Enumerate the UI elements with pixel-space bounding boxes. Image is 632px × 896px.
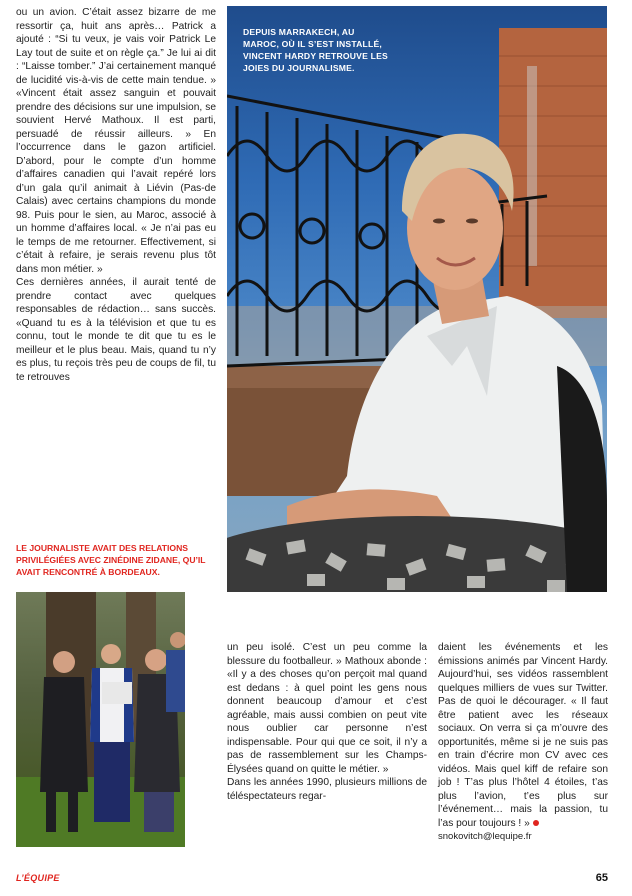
side-photo (16, 592, 185, 847)
author-email[interactable]: snokovitch@lequipe.fr (438, 831, 532, 842)
end-of-article-dot (533, 820, 539, 826)
side-photo-caption: LE JOURNALISTE AVAIT DES RELATIONS PRIVILÉGIÉES AVEC ZINÉDINE ZIDANE, QU’IL AVAIT RENCONTRÉ À BORDEAUX. (16, 543, 206, 577)
main-photo (227, 6, 607, 592)
paragraph-text: daient les événements et les émissions animés par Vincent Hardy. Aujourd’hui, ses vidéos rassemblent quelques milliers de vues sur Twitter. Pas de quoi le décourager. « Il faut être patient avec les réseaux sociaux. On verra si ça m’ouvre des opportunités, même si je ne suis pas en train d’écrire mon CV avec ces vidéos. Mais quel kiff de refaire son job ! T’as plus l’hôtel 4 étoiles, t’as plus l’avion, t’es plus sur l’événement… mais la passion, tu l’as pour toujours ! » (438, 642, 608, 829)
paragraph: Ces dernières années, il aurait tenté de prendre contact avec quelques responsables de rédaction… sans succès. «Quand tu es à la télévision et que tu es connu, tout le monde te dit que tu es le meilleur et le plus beau. Mais, quand tu n’y es plus, tu reçois très peu de coups de fil, tu te retrouves (16, 277, 216, 383)
article-column-2 (227, 641, 427, 803)
group-illustration (16, 592, 185, 847)
lequipe-logo: L’ÉQUIPE (16, 873, 60, 883)
paragraph (438, 641, 608, 830)
portrait-illustration (227, 6, 607, 592)
page-number: 65 (595, 872, 608, 884)
article-column-3 (438, 641, 608, 844)
article-column-1 (16, 6, 216, 384)
paragraph: Dans les années 1990, plusieurs millions de téléspectateurs regar- (227, 777, 427, 802)
paragraph: ou un avion. C’était assez bizarre de me ressortir ça, huit ans après… Patrick a ajouté : “Si tu veux, je vais voir Patrick Le Lay tout de suite et on règle ça.” Je lui ai dit : “Laisse tomber.” J’ai certainement manqué de lucidité vis-à-vis de cette main tendue. » «Vincent était assez sanguin et pouvait prendre des décisions sur une impulsion, se souvient Hervé Mathoux. Il est parti, persuadé de réussir ailleurs. » En l’occurrence dans le gazon artificiel. D’abord, pour le compte d’un homme d’affaires canadien qui l’avait repéré lors d’un gala qu’il animait à Liévin (Pas-de Calais) avec certains champions du monde 98. Puis pour le sien, au Maroc, associé à un homme d’affaires local. « Je n’ai pas eu le temps de me retourner. Effectivement, si c’était à refaire, je serais revenu plus tôt dans mon métier. » (16, 7, 216, 275)
paragraph: un peu isolé. C’est un peu comme la blessure du footballeur. » Mathoux abonde : «Il y a des choses qu’on perçoit mal quand est dedans : à quel point les gens nous donnent beaucoup d’amour et c’est agréable, mais aussi combien on peut vite nous oublier car personne n’est indispensable. Pour qui que ce soit, il n’y a pas de rassemblement sur les Champs-Élysées quand on quitte le métier. » (227, 642, 427, 775)
main-photo-caption: DEPUIS MARRAKECH, AU MAROC, OÙ IL S’EST INSTALLÉ, VINCENT HARDY RETROUVE LES JOIES DU JOURNALISME. (243, 27, 388, 73)
